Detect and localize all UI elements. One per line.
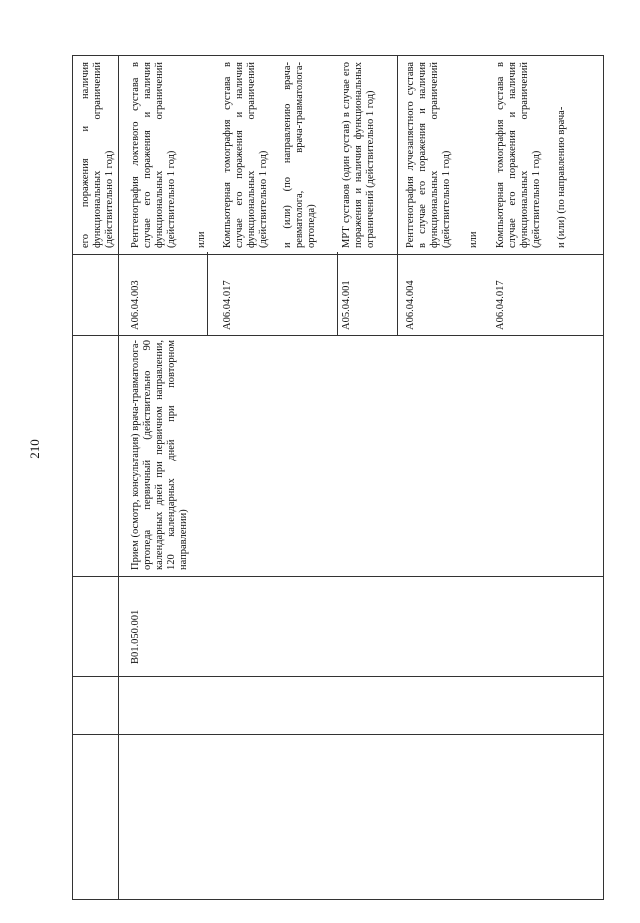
row-divider: [118, 55, 119, 900]
exam2-text-b: Компьютерная томография сустава в случае его поражения и наличия функциональных ограничений (действительно 1 год): [495, 62, 542, 248]
service-code: B01.050.001: [130, 609, 141, 664]
column-divider: [72, 676, 604, 677]
block-divider: [397, 55, 398, 336]
exam-text-b: Компьютерная томография сустава в случае его поражения и наличия функциональных ограничений (действительно 1 год): [222, 62, 269, 248]
column-divider: [72, 576, 604, 577]
column-divider: [72, 734, 604, 735]
page-number: 210: [27, 439, 42, 459]
exam-or-1: или: [196, 231, 207, 248]
exam-code-a: A06.04.003: [130, 280, 141, 330]
column-divider: [72, 254, 604, 255]
exam-code-c: A05.04.001: [341, 280, 352, 330]
row-continuation-text: его поражения и наличия функциональных ограничений (действительно 1 год): [80, 62, 115, 248]
block-divider: [207, 252, 208, 336]
exam-text-c: МРТ суставов (один сустав) в случае его поражения и наличия функциональных ограничений (действительно 1 год): [341, 62, 376, 248]
exam2-code-a: A06.04.004: [405, 280, 416, 330]
exam2-text-a: Рентгенография лучезапястного сустава в случае его поражения и наличия функциональных ограничений (действительно 1 год): [405, 62, 452, 248]
exam-text-a: Рентгенография локтевого сустава в случае его поражения и наличия функциональных ограничений (действительно 1 год): [130, 62, 177, 248]
service-description: Прием (осмотр, консультация) врача-травматолога-ортопеда первичный (действительно 90 календарных дней при первичном направлении, 120 календарных дней при повторном направлении): [130, 340, 189, 570]
block-divider: [337, 252, 338, 336]
exam-referral: и (или) (по направлению врача-ревматолога, врача-травматолога-ортопеда): [282, 62, 317, 248]
exam2-or: или: [468, 231, 479, 248]
exam2-code-b: A06.04.017: [495, 280, 506, 330]
exam-code-b: A06.04.017: [222, 280, 233, 330]
column-divider: [72, 335, 604, 336]
exam2-referral: и (или) (по направлению врача-: [556, 106, 567, 248]
